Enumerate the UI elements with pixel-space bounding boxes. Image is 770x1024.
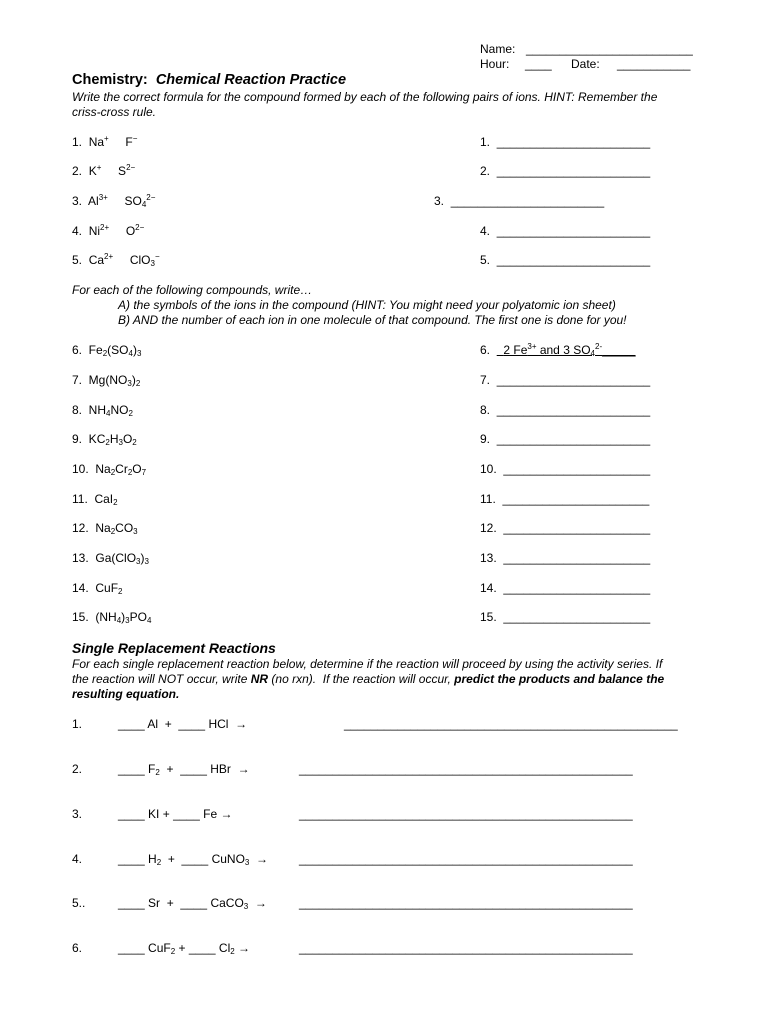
part1-answer-1[interactable]: 1. _______________________	[480, 135, 651, 149]
reaction-6: ____ CuF$_2$ + ____ $Cl_2$ →	[118, 941, 251, 956]
part3-instructions-line2: the reaction will NOT occur, write NR (no rxn). If the reaction will occur, predict the products and balance the	[72, 672, 665, 686]
reaction-1-answer[interactable]: __________________________________________________	[344, 717, 678, 731]
part2-intro: For each of the following compounds, write…	[72, 283, 313, 297]
reaction-4: ____ $H_2$ + ____ CuNO$_3$ →	[118, 852, 269, 867]
part2-question-9: 9. $KC_2H_3O_2$	[72, 432, 137, 447]
part1-question-4: 4. $Ni^{2+}$ $O^{2-}$	[72, 223, 145, 238]
reaction-6-answer[interactable]: __________________________________________________	[299, 941, 633, 955]
reaction-5-number: 5..	[72, 896, 86, 910]
page-title	[72, 72, 346, 88]
part2-question-15: 15. $(NH_4)_3PO_4$	[72, 610, 152, 625]
part1-answer-3[interactable]: 3. _______________________	[434, 194, 605, 208]
part2-answer-11[interactable]: 11. ______________________	[480, 492, 650, 506]
part2-question-8: 8. $NH_4NO_2$	[72, 403, 133, 418]
reaction-3: ____ KI + ____ Fe →	[118, 807, 233, 821]
part2-answer-8[interactable]: 8. _______________________	[480, 403, 651, 417]
reaction-3-number: 3.	[72, 807, 83, 821]
part2-question-7: 7. $Mg(NO_3)_2$	[72, 373, 141, 388]
part1-instructions-line2: criss-cross rule.	[72, 105, 157, 119]
reaction-4-answer[interactable]: __________________________________________________	[299, 852, 633, 866]
reaction-5-answer[interactable]: __________________________________________________	[299, 896, 633, 910]
arrow-icon: →	[238, 941, 251, 955]
part2-answer-7[interactable]: 7. _______________________	[480, 373, 651, 387]
name-blank[interactable]: _________________________	[526, 42, 693, 56]
part2-answer-6: 6. 2 $Fe^{3+}$ and 3 $SO_4^{2-}\_\_\_\_\_$	[480, 342, 636, 358]
part1-question-5: 5. $Ca^{2+}$ ClO$_3$−	[72, 252, 160, 268]
part2-answer-15[interactable]: 15. ______________________	[480, 610, 651, 624]
title-prefix: Chemistry:	[72, 72, 148, 88]
reaction-5: ____ Sr + ____ CaCO$_3$ →	[118, 896, 267, 911]
reaction-3-answer[interactable]: __________________________________________________	[299, 807, 633, 821]
part2-question-6: 6. $Fe_2(SO_4)_3$	[72, 343, 142, 358]
part2-answer-10[interactable]: 10. ______________________	[480, 462, 651, 476]
reaction-2-number: 2.	[72, 762, 83, 776]
date-label: Date:	[571, 57, 600, 71]
part3-title: Single Replacement Reactions	[72, 640, 276, 656]
part3-instructions-line1: For each single replacement reaction below, determine if the reaction will proceed by using the activity series. If	[72, 657, 663, 671]
part1-answer-5[interactable]: 5. _______________________	[480, 253, 651, 267]
part1-answer-4[interactable]: 4. _______________________	[480, 224, 651, 238]
hour-label: Hour:	[480, 57, 510, 71]
arrow-icon: →	[237, 762, 250, 776]
part2-item-b: B) AND the number of each ion in one molecule of that compound. The first one is done for you!	[118, 313, 627, 327]
part2-answer-13[interactable]: 13. ______________________	[480, 551, 651, 565]
part2-question-12: 12. $Na_2CO_3$	[72, 521, 138, 536]
part2-question-11: 11. CaI$_2$	[72, 492, 118, 507]
title-main: Chemical Reaction Practice	[155, 72, 347, 88]
part2-answer-14[interactable]: 14. ______________________	[480, 581, 651, 595]
arrow-icon: →	[235, 717, 248, 731]
reaction-4-number: 4.	[72, 852, 83, 866]
arrow-icon: →	[256, 852, 269, 866]
arrow-icon: →	[254, 896, 267, 910]
hour-blank[interactable]: ____	[525, 57, 552, 71]
part3-instructions-line3: resulting equation.	[72, 687, 180, 701]
date-blank[interactable]: ___________	[617, 57, 691, 71]
part1-answer-2[interactable]: 2. _______________________	[480, 164, 651, 178]
reaction-1: ____ Al + ____ HCl →	[118, 717, 248, 731]
part2-answer-12[interactable]: 12. ______________________	[480, 521, 651, 535]
part1-instructions-line1: Write the correct formula for the compound formed by each of the following pairs of ions. HINT: Remember the	[72, 90, 658, 104]
reaction-2: ____ $F_2$ + ____ HBr →	[118, 762, 250, 777]
reaction-2-answer[interactable]: __________________________________________________	[299, 762, 633, 776]
part2-question-14: 14. CuF$_2$	[72, 581, 123, 596]
reaction-6-number: 6.	[72, 941, 83, 955]
arrow-icon: →	[220, 807, 233, 821]
part1-question-3: 3. $Al^{3+}$ $SO_4^{2-}$	[72, 193, 156, 209]
part1-question-1: 1. Na+ F−	[72, 134, 138, 149]
part2-question-10: 10. $Na_2Cr_2O_7$	[72, 462, 147, 477]
part2-answer-9[interactable]: 9. _______________________	[480, 432, 651, 446]
part1-question-2: 2. K+ $S^{2-}$	[72, 163, 136, 178]
reaction-1-number: 1.	[72, 717, 83, 731]
part2-question-13: 13. $Ga(ClO_3)_3$	[72, 551, 149, 566]
example-answer: 2 $Fe^{3+}$ and 3 $SO_4^{2-}\_\_\_\_\_$	[503, 342, 636, 358]
name-label: Name:	[480, 42, 516, 56]
part2-item-a: A) the symbols of the ions in the compound (HINT: You might need your polyatomic ion sheet)	[118, 298, 616, 312]
